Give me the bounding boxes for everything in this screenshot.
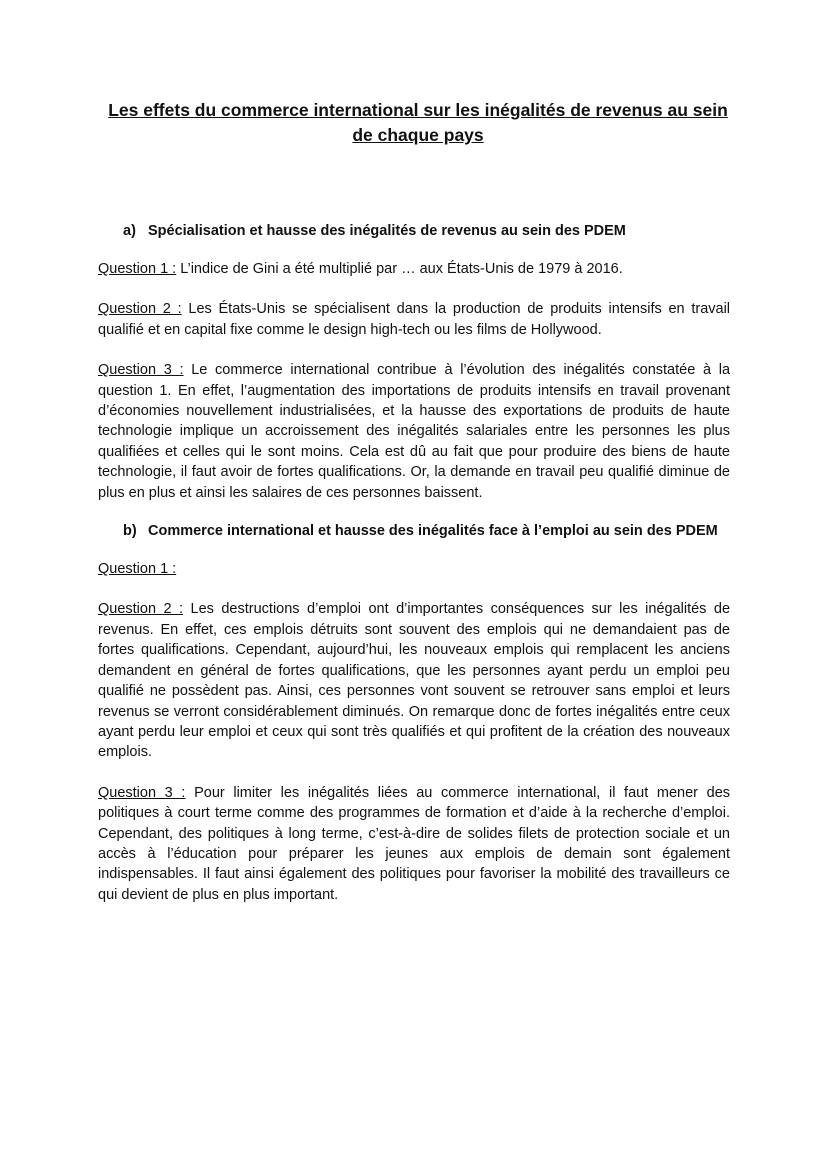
question-answer: L’indice de Gini a été multiplié par … aux États-Unis de 1979 à 2016. (180, 261, 623, 277)
question-label: Question 3 : (98, 362, 184, 379)
section-a-question-1 (98, 259, 730, 279)
document-page (98, 98, 730, 905)
section-b-heading (98, 521, 730, 541)
section-b-question-2 (98, 599, 730, 762)
question-label: Question 1 : (98, 561, 177, 578)
section-b-question-1 (98, 559, 730, 579)
section-a-title: Spécialisation et hausse des inégalités de revenus au sein des PDEM (148, 223, 626, 239)
section-a-question-3 (98, 360, 730, 503)
question-answer: Les destructions d’emploi ont d’importantes conséquences sur les inégalités de revenus. En effet, ces emplois détruits sont souvent des emplois qui ne demandaient pas de fortes qualifications. Cependant, aujourd’hui, les nouveaux emplois qui remplacent les anciens demandent en général de fortes qualifications, que les personnes ayant perdu un emploi peu qualifié ne possèdent pas. Ainsi, ces personnes vont souvent se retrouver sans emploi et leurs revenus se verront considérablement diminués. On remarque donc de fortes inégalités entre ceux ayant perdu leur emploi et ceux qui sont très qualifiés et qui profitent de la création des nouveaux emplois. (98, 601, 731, 761)
question-answer: Pour limiter les inégalités liées au commerce international, il faut mener des politiques à court terme comme des programmes de formation et d’aide à la recherche d’emploi. Cependant, des politiques à long terme, c’est-à-dire de solides filets de protection sociale et un accès à l’éducation pour préparer les jeunes aux emplois de demain sont également indispensables. Il faut ainsi également des politiques pour favoriser la mobilité des travailleurs ce qui devient de plus en plus important. (98, 784, 731, 903)
section-a-question-2 (98, 299, 730, 340)
question-label: Question 1 : (98, 261, 177, 277)
section-a-heading (98, 221, 730, 241)
section-b-title: Commerce international et hausse des inégalités face à l’emploi au sein des PDEM (148, 523, 718, 540)
document-title: Les effets du commerce international sur les inégalités de revenus au sein de chaque pays (108, 100, 728, 145)
spacer (98, 148, 730, 221)
section-b-question-3 (98, 783, 730, 905)
section-b-letter: b) (123, 523, 137, 540)
question-answer: Les États-Unis se spécialisent dans la production de produits intensifs en travail qualifié et en capital fixe comme le design high-tech ou les films de Hollywood. (98, 301, 731, 338)
question-answer: Le commerce international contribue à l’évolution des inégalités constatée à la question 1. En effet, l’augmentation des importations de produits intensifs en travail provenant d’économies nouvellement industrialisées, et la hausse des exportations de produits de haute technologie implique un accroissement des inégalités salariales entre les personnes les plus qualifiées et celles qui le sont moins. Cela est dû au fait que pour produire des biens de haute technologie, il faut avoir de fortes qualifications. Or, la demande en travail peu qualifié diminue de plus en plus et ainsi les salaires de ces personnes baissent. (98, 362, 731, 501)
question-label: Question 2 : (98, 301, 182, 318)
question-label: Question 2 : (98, 601, 184, 618)
question-label: Question 3 : (98, 784, 186, 801)
section-a-letter: a) (123, 223, 136, 239)
